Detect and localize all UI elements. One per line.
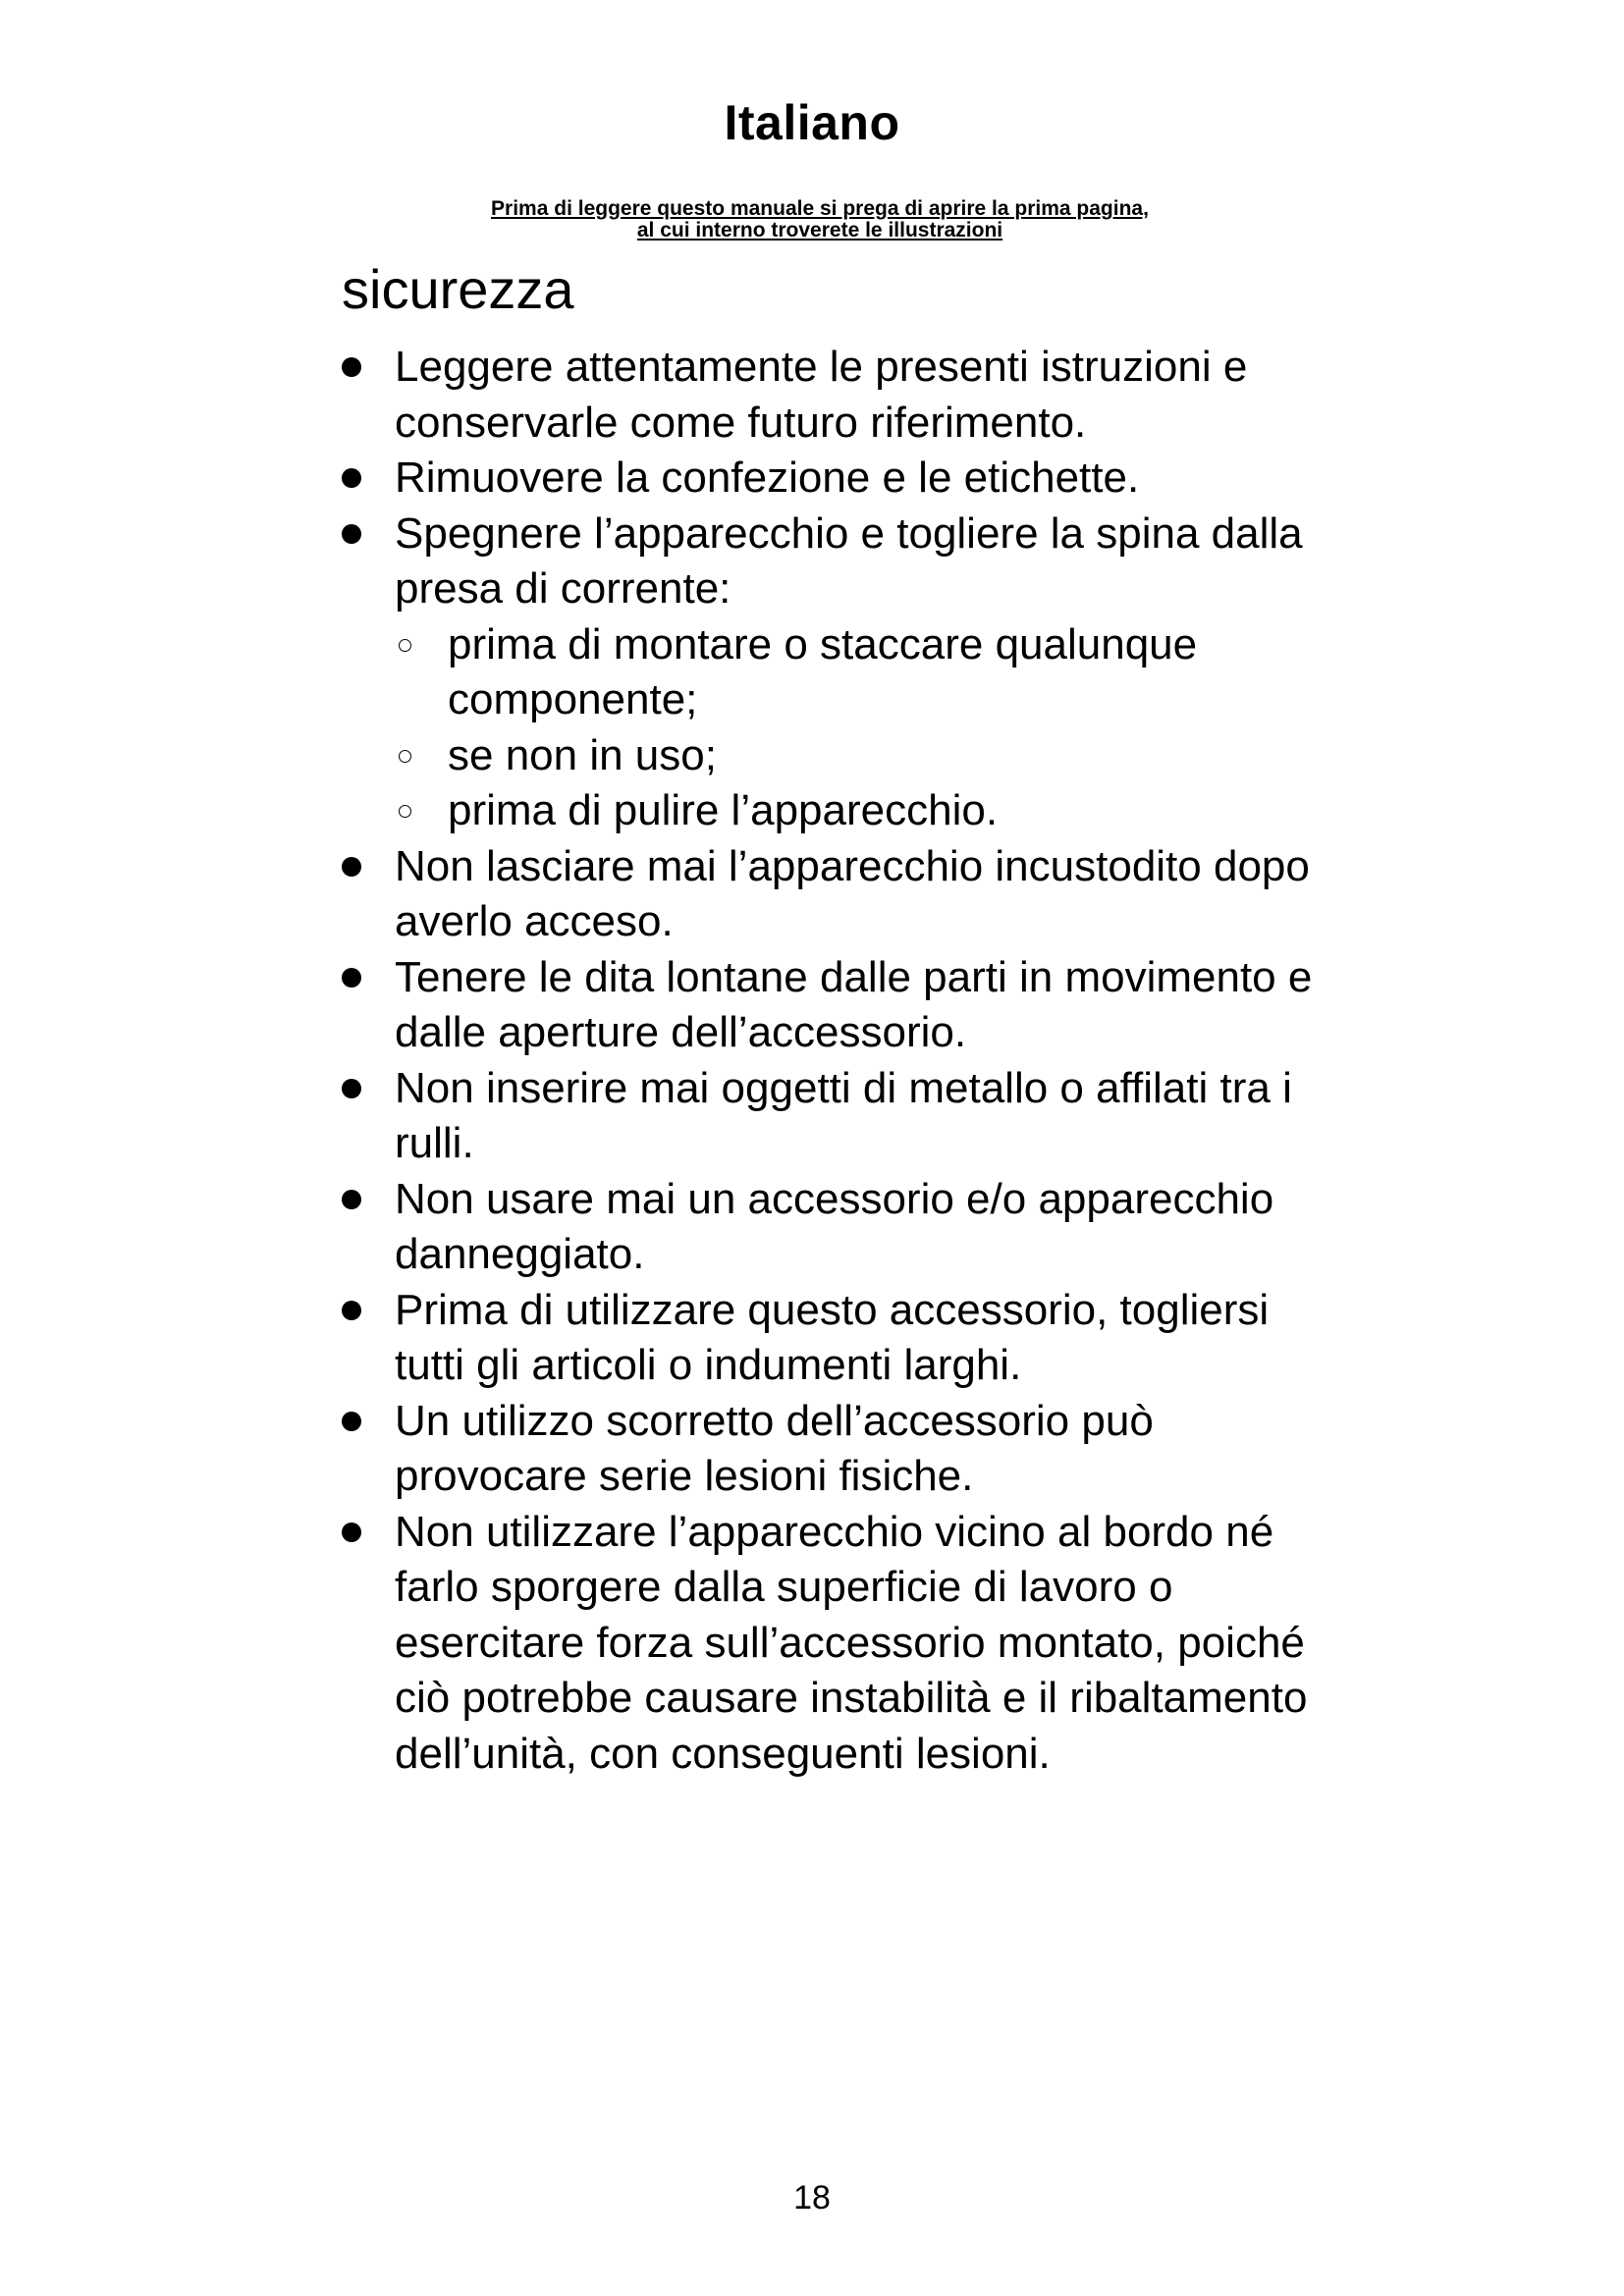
bullet-icon [342,357,361,377]
sub-list-item [395,783,1324,839]
list-item-text: Tenere le dita lontane dalle parti in movimento e dalle aperture dell’accessorio. [395,952,1313,1056]
circle-bullet-icon [399,805,411,818]
bullet-icon [342,1301,361,1320]
bullet-icon [342,468,361,488]
page-number: 18 [793,2179,831,2216]
list-item-text: Un utilizzo scorretto dell’accessorio può provocare serie lesioni fisiche. [395,1396,1154,1500]
list-item-text: Leggere attentamente le presenti istruzioni e conservarle come futuro riferimento. [395,343,1248,447]
bullet-icon [342,1412,361,1431]
sub-list [395,617,1324,839]
bullet-icon [342,1522,361,1542]
list-item-text: Rimuovere la confezione e le etichette. [395,454,1140,502]
list-item [342,1505,1324,1783]
sub-list-item-text: se non in uso; [448,730,717,779]
list-item [342,839,1324,950]
list-item-text: Non utilizzare l’apparecchio vicino al bordo né farlo sporgere dalla superficie di lavoro o esercitare forza sull’accessorio montato, poiché ciò potrebbe causare instabilità e il ribaltamento dell’unità, con conseguenti lesioni. [395,1507,1308,1778]
sub-list-item [395,728,1324,784]
bullet-icon [342,1190,361,1209]
section-heading: sicurezza [342,258,574,320]
list-item [342,451,1324,507]
list-item-text: Non inserire mai oggetti di metallo o affilati tra i rulli. [395,1063,1292,1167]
bullet-icon [342,1079,361,1098]
list-item [342,1283,1324,1394]
bullet-icon [342,857,361,877]
circle-bullet-icon [399,750,411,763]
list-item [342,340,1324,451]
list-item-text: Non lasciare mai l’apparecchio incustodito dopo averlo acceso. [395,841,1310,945]
list-item [342,507,1324,839]
bullet-icon [342,968,361,988]
list-item-text: Prima di utilizzare questo accessorio, togliersi tutti gli articoli o indumenti larghi. [395,1285,1270,1389]
list-item [342,1394,1324,1505]
sub-list-item-text: prima di pulire l’apparecchio. [448,786,999,834]
bullet-icon [342,524,361,544]
illustrations-notice [353,198,1286,241]
sub-list-item [395,617,1324,728]
safety-list [342,340,1324,1782]
list-item [342,1172,1324,1283]
notice-line-2: al cui interno troverete le illustrazioni [636,219,1003,241]
list-item [342,950,1324,1061]
circle-bullet-icon [399,639,411,652]
list-item-text: Non usare mai un accessorio e/o apparecchio danneggiato. [395,1174,1274,1278]
list-item [342,1061,1324,1172]
notice-line-1: Prima di leggere questo manuale si prega di aprire la prima pagina, [491,197,1149,220]
list-item-text: Spegnere l’apparecchio e togliere la spina dalla presa di corrente: [395,508,1303,613]
sub-list-item-text: prima di montare o staccare qualunque componente; [448,619,1198,723]
language-title: Italiano [724,95,900,150]
